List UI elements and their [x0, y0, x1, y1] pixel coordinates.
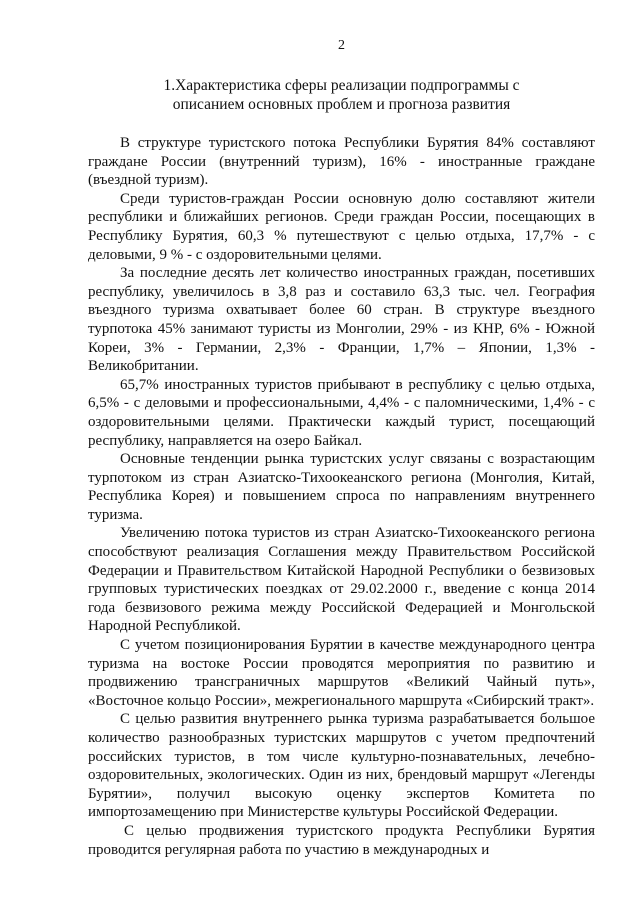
section-heading [88, 76, 595, 114]
paragraph-market-trends: Основные тенденции рынка туристских услуг связаны с возрастающим турпотоком из стран Азиатско-Тихоокеанского региона (Монголия, Китай, Республика Корея) и повышением спроса по направлениям внутреннего туризма. [88, 451, 595, 523]
section-heading-line-1: 1.Характеристика сферы реализации подпрограммы с [163, 77, 520, 94]
paragraph-product-promotion: С целью продвижения туристского продукта Республики Бурятия проводится регулярная работа по участию в международных и [88, 822, 595, 858]
paragraph-domestic-routes: С целью развития внутреннего рынка туризма разрабатывается большое количество разнообразных туристских маршрутов с учетом предпочтений российских туристов, в том числе культурно-познавательных, лечебно-оздоровительных, экологических. Один из них, брендовый маршрут «Легенды Бурятии», получил высокую оценку экспертов Комитета по импортозамещению при Министерстве культуры Российской Федерации. [88, 711, 595, 821]
page-number: 2 [338, 38, 345, 53]
paragraph-travel-purposes: 65,7% иностранных туристов прибывают в республику с целью отдыха, 6,5% - с деловыми и профессиональными, 4,4% - с паломническими, 1,4% - с оздоровительными целями. Практически каждый турист, посещающий республику, направляется на озеро Байкал. [88, 376, 595, 449]
paragraph-visa-agreements: Увеличению потока туристов из стран Азиатско-Тихоокеанского региона способствуют реализация Соглашения между Правительством Российской Федерации и Правительством Китайской Народной Республики о безвизовых групповых туристических поездках от 29.02.2000 г., введение с конца 2014 года безвизового режима между Российской Федерацией и Монгольской Народной Республикой. [88, 525, 595, 635]
section-heading-line-2: описанием основных проблем и прогноза развития [172, 96, 511, 113]
paragraph-cross-border-routes: С учетом позиционирования Бурятии в качестве международного центра туризма на востоке России проводятся мероприятия по развитию и продвижению трансграничных маршрутов «Великий Чайный путь», «Восточное кольцо России», межрегионального маршрута «Сибирский тракт». [88, 637, 595, 709]
paragraph-tourist-flow-structure: В структуре туристского потока Республики Бурятия 84% составляют граждане России (внутренний туризм), 16% - иностранные граждане (въездной туризм). [88, 135, 595, 189]
document-body [88, 134, 595, 859]
paragraph-russian-tourists: Среди туристов-граждан России основную долю составляют жители республики и ближайших регионов. Среди граждан России, посещающих в Республику Бурятия, 60,3 % путешествуют с целью отдыха, 17,7% - с деловыми, 9 % - с оздоровительными целями. [88, 190, 595, 263]
paragraph-foreign-tourists: За последние десять лет количество иностранных граждан, посетивших республику, увеличилось в 3,8 раз и составило 63,3 тыс. чел. География въездного туризма охватывает более 60 стран. В структуре въездного турпотока 45% занимают туристы из Монголии, 29% - из КНР, 6% - Южной Кореи, 3% - Германии, 2,3% - Франции, 1,7% – Японии, 1,3% - Великобритании. [88, 265, 595, 375]
